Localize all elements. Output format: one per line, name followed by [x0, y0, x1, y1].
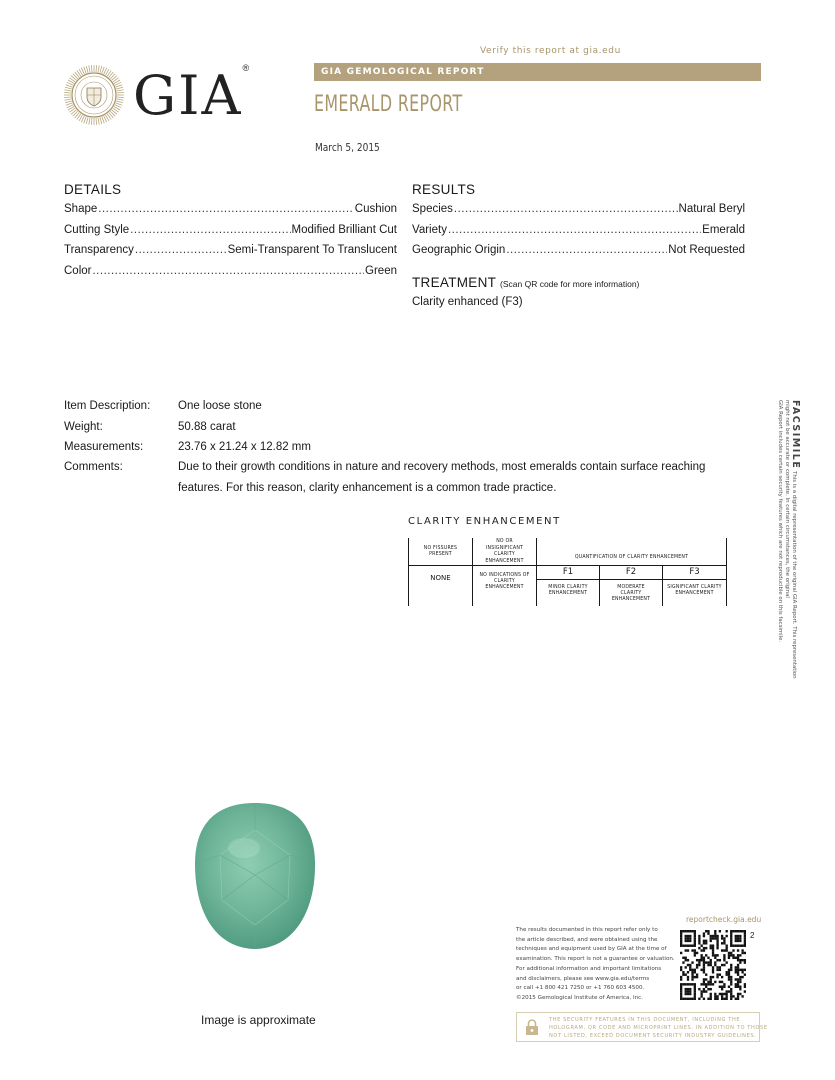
details-value: Modified Brilliant Cut [291, 223, 397, 236]
no-indications-cell: NO INDICATIONS OF CLARITY ENHANCEMENT [473, 565, 537, 606]
dot-leader [98, 203, 354, 215]
details-label: Color [64, 264, 92, 277]
details-label: Shape [64, 203, 98, 215]
facsimile-text-2: might not be accurate or complete. In certain circumstances, the original [784, 400, 790, 598]
treatment-value: Clarity enhanced (F3) [412, 296, 523, 308]
item-info-value: 50.88 carat [178, 420, 236, 433]
disclaimer-line: or call +1 800 421 7250 or +1 760 603 4500. [516, 985, 645, 992]
dot-leader [454, 203, 678, 215]
disclaimer-line: The results documented in this report refer only to [516, 927, 658, 933]
none-cell: NONE [409, 565, 473, 606]
details-label: Cutting Style [64, 223, 130, 236]
results-label: Variety [412, 223, 447, 236]
f1-desc: MINOR CLARITY ENHANCEMENT [537, 579, 600, 606]
item-info-label: Weight: [64, 420, 103, 433]
dot-leader [448, 224, 701, 236]
emerald-stone-image [192, 800, 318, 952]
results-heading: RESULTS [412, 182, 476, 197]
comments-label: Comments: [64, 461, 123, 473]
f2-code: F2 [600, 565, 663, 579]
details-row [64, 265, 397, 281]
report-title: EMERALD REPORT [314, 92, 463, 117]
details-label: Transparency [64, 244, 134, 256]
report-date: March 5, 2015 [315, 141, 380, 154]
band-title: GIA GEMOLOGICAL REPORT [321, 67, 485, 77]
facsimile-line-1 [790, 400, 799, 690]
dot-leader [506, 244, 667, 256]
clarity-enhancement-table [408, 538, 727, 606]
registered-mark: ® [242, 63, 252, 73]
dot-leader [92, 265, 364, 277]
results-row [412, 203, 745, 219]
details-value: Green [365, 264, 397, 277]
facsimile-notice [776, 400, 799, 690]
security-line: THE SECURITY FEATURES IN THIS DOCUMENT, INCLUDING THE [549, 1017, 741, 1023]
item-info-value: 23.76 x 21.24 x 12.82 mm [178, 441, 311, 453]
item-info-label: Measurements: [64, 441, 144, 453]
results-row [412, 224, 745, 240]
treatment-title: TREATMENT [412, 275, 496, 290]
col-no-fissures: NO FISSURES PRESENT [409, 538, 473, 565]
col-no-insignificant: NO OR INSIGNIFICANT CLARITY ENHANCEMENT [473, 538, 537, 565]
dot-leader [135, 244, 227, 256]
results-value: Not Requested [668, 244, 745, 256]
details-value: Semi-Transparent To Translucent [227, 244, 397, 256]
report-type-band [314, 63, 761, 81]
verify-link-text[interactable]: Verify this report at gia.edu [480, 46, 621, 56]
f3-desc: SIGNIFICANT CLARITY ENHANCEMENT [663, 579, 727, 606]
security-text [549, 1016, 768, 1040]
reportcheck-link[interactable]: reportcheck.gia.edu [686, 915, 762, 924]
qr-number: 2 [750, 931, 755, 940]
item-info-label: Item Description: [64, 400, 151, 412]
logo-letters: GIA [133, 64, 243, 127]
results-value: Emerald [702, 223, 745, 236]
details-row [64, 203, 397, 219]
details-value: Cushion [354, 203, 397, 215]
clarity-enhancement-title: CLARITY ENHANCEMENT [408, 516, 561, 527]
disclaimer-text [516, 926, 676, 1004]
disclaimer-line: examination. This report is not a guarantee or valuation. [516, 956, 675, 963]
disclaimer-line: For additional information and important limitations [516, 965, 662, 972]
details-row [64, 224, 397, 240]
comments-line-2: features. For this reason, clarity enhancement is a common trade practice. [178, 482, 557, 494]
facsimile-text-1: This is a digital representation of the original GIA Report. This representation [791, 471, 797, 679]
security-line: HOLOGRAM, QR CODE AND MICROPRINT LINES, IN ADDITION TO THOSE [549, 1025, 768, 1031]
disclaimer-line: and disclaimers, please see www.gia.edu/terms [516, 975, 650, 982]
col-quantification: QUANTIFICATION OF CLARITY ENHANCEMENT [537, 538, 727, 565]
results-label: Geographic Origin [412, 244, 506, 256]
disclaimer-line: the article described, and were obtained using the [516, 936, 658, 943]
facsimile-text-3: GIA Report includes certain security features which are not reproducible on this facsimile. [777, 400, 783, 643]
disclaimer-line: ©2015 Gemological Institute of America, Inc. [516, 994, 644, 1001]
f2-desc: MODERATE CLARITY ENHANCEMENT [600, 579, 663, 606]
disclaimer-line: techniques and equipment used by GIA at the time of [516, 946, 667, 953]
treatment-heading [412, 275, 639, 290]
facsimile-title: FACSIMILE [790, 400, 801, 470]
qr-code-icon[interactable] [680, 930, 746, 1000]
results-value: Natural Beryl [678, 203, 745, 215]
security-box [516, 1012, 768, 1042]
image-caption: Image is approximate [201, 1013, 316, 1027]
comments-line-1: Due to their growth conditions in nature and recovery methods, most emeralds contain surface reaching [178, 461, 706, 473]
results-label: Species [412, 203, 453, 215]
dot-leader [130, 224, 290, 236]
lock-icon [525, 1019, 539, 1036]
f1-code: F1 [537, 565, 600, 579]
details-row [64, 244, 397, 260]
gia-seal-icon [63, 64, 125, 126]
treatment-note: (Scan QR code for more information) [500, 279, 640, 289]
details-heading: DETAILS [64, 182, 122, 197]
item-info-value: One loose stone [178, 400, 262, 412]
f3-code: F3 [663, 565, 727, 579]
security-line: NOT LISTED, EXCEED DOCUMENT SECURITY INDUSTRY GUIDELINES. [549, 1033, 757, 1039]
results-row [412, 244, 745, 260]
gia-logo-text [133, 63, 251, 125]
